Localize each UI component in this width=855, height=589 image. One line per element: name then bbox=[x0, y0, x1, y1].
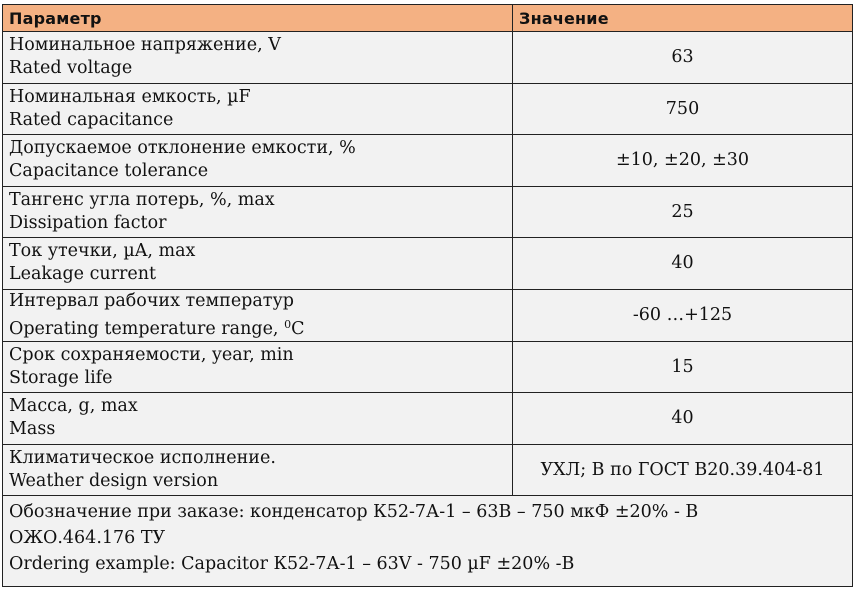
value-cell: 15 bbox=[513, 341, 853, 393]
parameter-en: Leakage current bbox=[9, 264, 157, 285]
parameter-ru: Климатическое исполнение. bbox=[9, 447, 276, 468]
parameter-en-unit: C bbox=[291, 318, 305, 339]
table-row bbox=[3, 83, 853, 135]
value-cell: 40 bbox=[513, 393, 853, 445]
ordering-line-ru: Обозначение при заказе: конденсатор К52-7А-1 – 63В – 750 мкФ ±20% - В bbox=[9, 502, 699, 522]
table-row bbox=[3, 238, 853, 290]
table-row bbox=[3, 341, 853, 393]
parameter-en: Weather design version bbox=[9, 470, 219, 491]
table-row bbox=[3, 135, 853, 187]
value-cell: 40 bbox=[513, 238, 853, 290]
parameter-cell bbox=[3, 289, 513, 341]
parameter-en: Rated voltage bbox=[9, 58, 133, 79]
parameter-en: Dissipation factor bbox=[9, 212, 167, 233]
table-row bbox=[3, 186, 853, 238]
parameter-en: Storage life bbox=[9, 367, 113, 388]
value-cell: 750 bbox=[513, 83, 853, 135]
parameter-cell bbox=[3, 83, 513, 135]
parameter-cell bbox=[3, 135, 513, 187]
value-cell: 63 bbox=[513, 32, 853, 84]
parameter-cell bbox=[3, 32, 513, 84]
ordering-spec-ref: ОЖО.464.176 ТУ bbox=[9, 528, 166, 548]
parameter-ru: Номинальная емкость, µF bbox=[9, 86, 251, 107]
ordering-line-en: Ordering example: Capacitor К52-7А-1 – 63V - 750 µF ±20% -В bbox=[9, 554, 575, 574]
parameter-cell bbox=[3, 186, 513, 238]
header-parameter: Параметр bbox=[3, 5, 513, 32]
parameter-ru: Интервал рабочих температур bbox=[9, 290, 294, 311]
value-cell: 25 bbox=[513, 186, 853, 238]
value-cell: УХЛ; В по ГОСТ В20.39.404-81 bbox=[513, 444, 853, 496]
parameter-en: Capacitance tolerance bbox=[9, 161, 209, 182]
specifications-table bbox=[2, 4, 853, 587]
parameter-ru: Срок сохраняемости, year, min bbox=[9, 344, 294, 365]
parameter-cell bbox=[3, 238, 513, 290]
parameter-cell bbox=[3, 444, 513, 496]
parameter-en: Rated capacitance bbox=[9, 109, 174, 130]
parameter-ru: Номинальное напряжение, V bbox=[9, 35, 281, 56]
degree-superscript: 0 bbox=[284, 317, 292, 331]
value-cell: ±10, ±20, ±30 bbox=[513, 135, 853, 187]
table-row bbox=[3, 393, 853, 445]
value-cell: -60 …+125 bbox=[513, 289, 853, 341]
parameter-en: Mass bbox=[9, 419, 56, 440]
parameter-ru: Тангенс угла потерь, %, max bbox=[9, 189, 275, 210]
parameter-cell bbox=[3, 393, 513, 445]
table-row bbox=[3, 32, 853, 84]
parameter-en-text: Operating temperature range, bbox=[9, 318, 285, 339]
parameter-en bbox=[9, 313, 512, 341]
header-value: Значение bbox=[513, 5, 853, 32]
table-row bbox=[3, 289, 853, 341]
parameter-ru: Допускаемое отклонение емкости, % bbox=[9, 138, 356, 159]
table-row bbox=[3, 444, 853, 496]
ordering-row bbox=[3, 496, 853, 587]
parameter-ru: Ток утечки, µA, max bbox=[9, 241, 196, 262]
table-header-row bbox=[3, 5, 853, 32]
parameter-cell bbox=[3, 341, 513, 393]
parameter-ru: Масса, g, max bbox=[9, 396, 138, 417]
ordering-cell bbox=[3, 496, 853, 587]
